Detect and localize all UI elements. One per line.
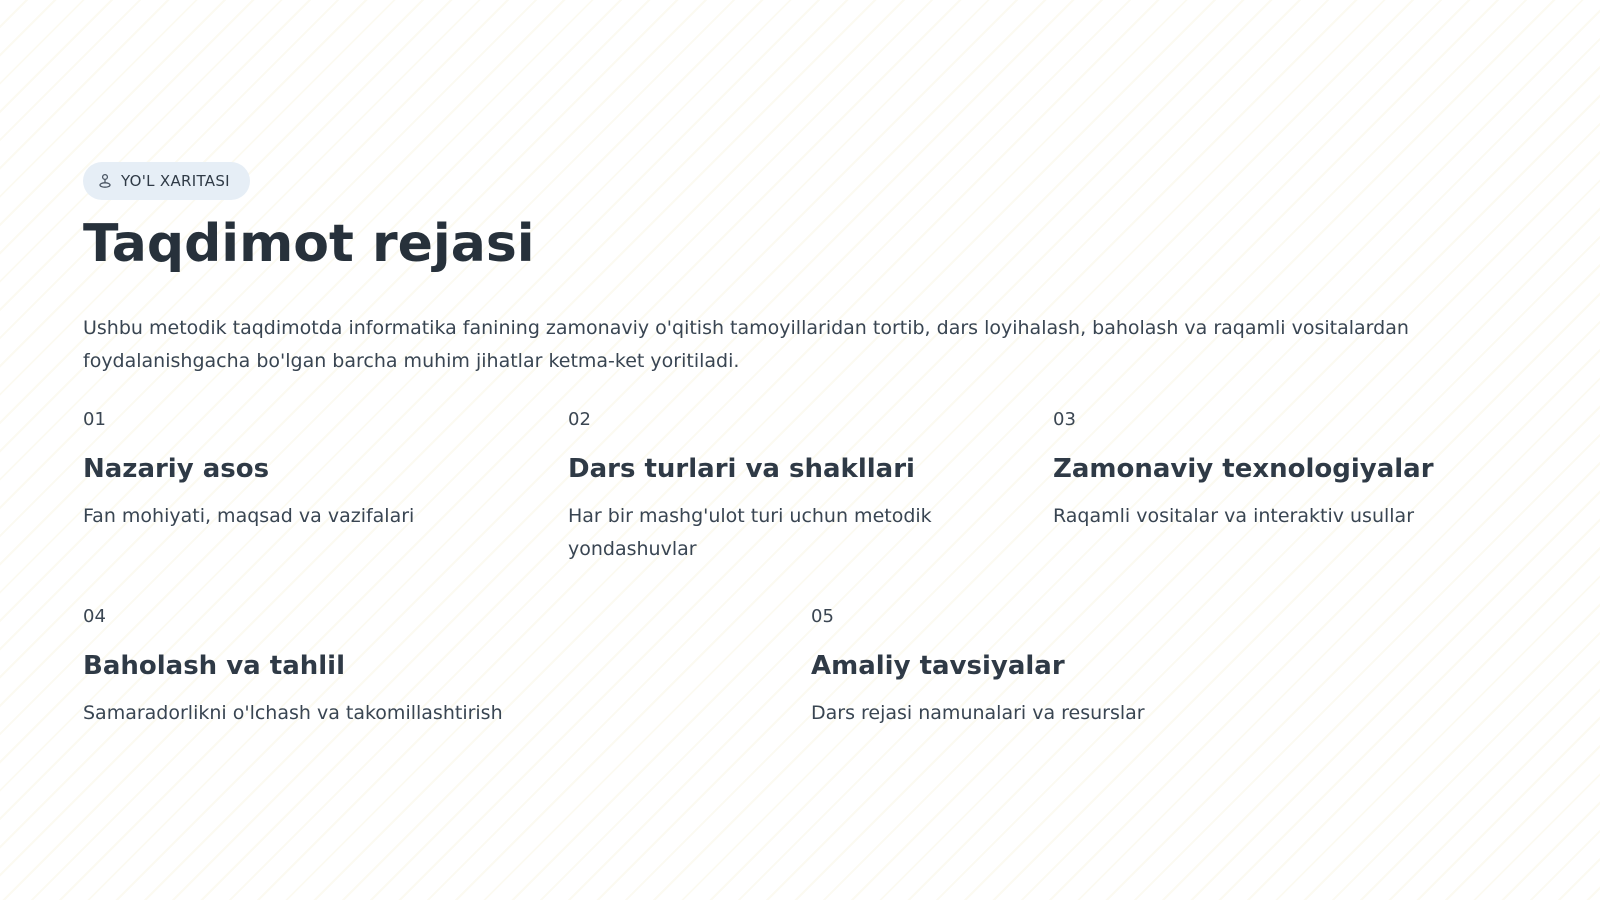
agenda-item-1 — [83, 408, 523, 533]
agenda-item-description: Samaradorlikni o'lchash va takomillashtirish — [83, 702, 503, 724]
intro-paragraph: Ushbu metodik taqdimotda informatika fanining zamonaviy o'qitish tamoyillaridan tortib, dars loyihalash, baholash va raqamli vositalardan foydalanishgacha bo'lgan barcha muhim jihatlar ketma-ket yoritiladi. — [83, 317, 1409, 372]
section-badge-label: YO'L XARITASI — [121, 172, 230, 190]
agenda-item-4 — [83, 605, 763, 730]
agenda-item-title: Amaliy tavsiyalar — [811, 651, 1065, 681]
agenda-item-title: Nazariy asos — [83, 454, 270, 484]
agenda-item-number: 04 — [83, 606, 106, 627]
agenda-item-number: 02 — [568, 409, 591, 430]
agenda-item-description: Har bir mashg'ulot turi uchun metodik yondashuvlar — [568, 505, 932, 560]
section-badge — [83, 162, 250, 200]
agenda-item-title: Baholash va tahlil — [83, 651, 345, 681]
roadmap-pin-icon — [97, 173, 113, 189]
agenda-item-number: 05 — [811, 606, 834, 627]
agenda-item-5 — [811, 605, 1491, 730]
agenda-item-title: Zamonaviy texnologiyalar — [1053, 454, 1434, 484]
agenda-item-description: Fan mohiyati, maqsad va vazifalari — [83, 505, 415, 527]
agenda-item-description: Raqamli vositalar va interaktiv usullar — [1053, 505, 1414, 527]
agenda-item-description: Dars rejasi namunalari va resurslar — [811, 702, 1145, 724]
agenda-item-3 — [1053, 408, 1513, 533]
agenda-item-number: 01 — [83, 409, 106, 430]
agenda-item-title: Dars turlari va shakllari — [568, 454, 915, 484]
agenda-item-2 — [568, 408, 1008, 566]
agenda-item-number: 03 — [1053, 409, 1076, 430]
page-title: Taqdimot rejasi — [83, 214, 535, 274]
